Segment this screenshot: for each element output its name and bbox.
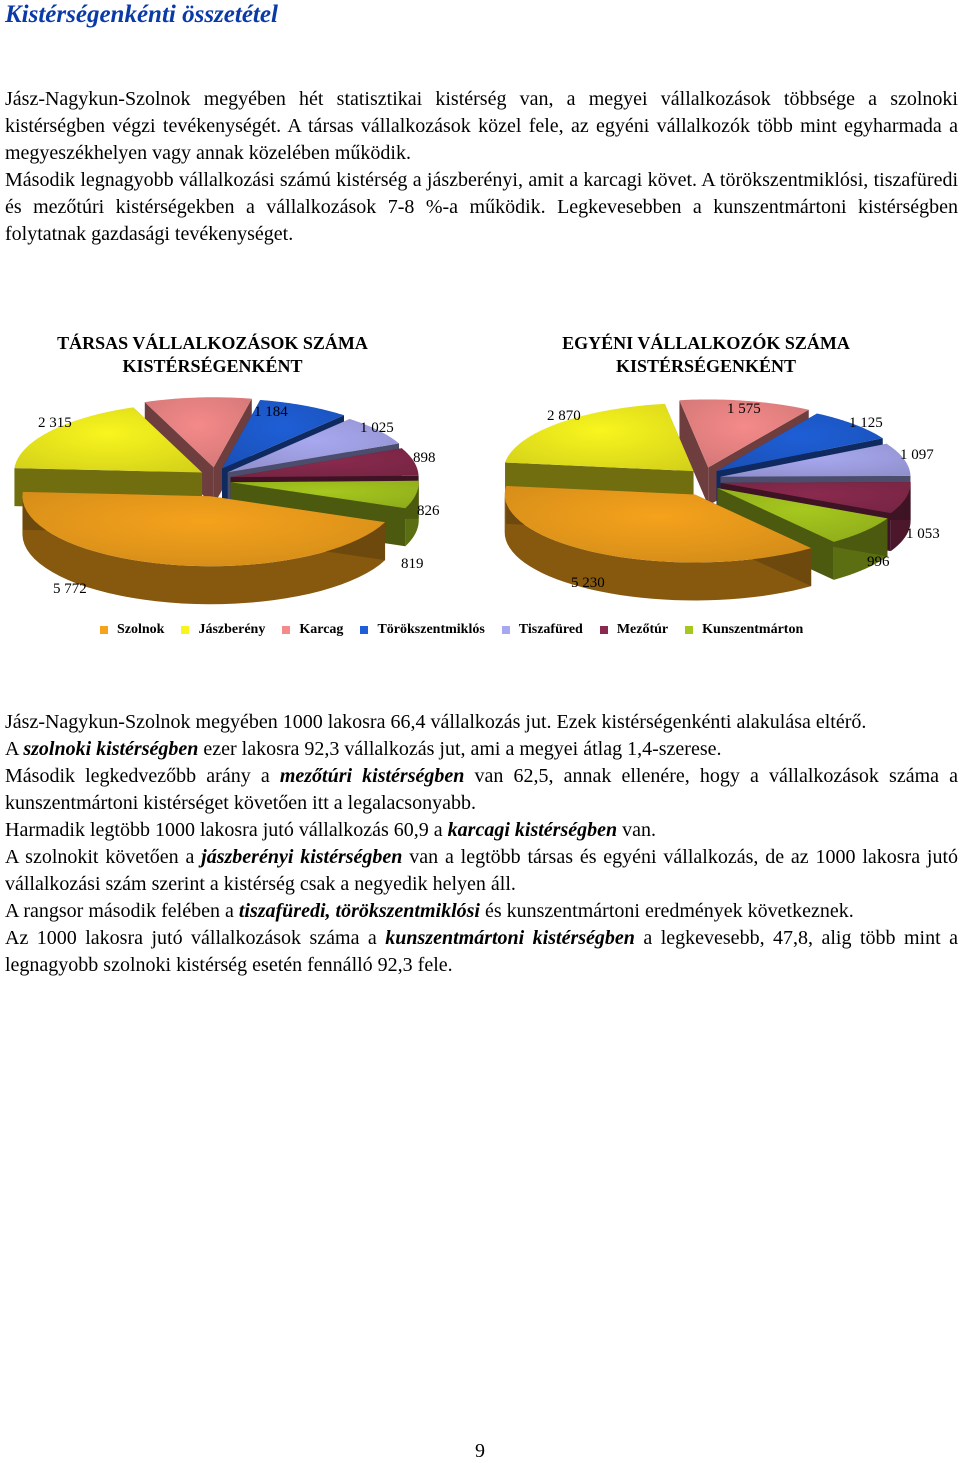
legend-label: Jászberény xyxy=(198,622,266,637)
legend-item xyxy=(181,622,265,638)
legend-item xyxy=(685,622,803,638)
legend-item xyxy=(502,622,583,638)
chart-legend xyxy=(100,620,820,640)
value-label: 996 xyxy=(867,554,890,570)
value-label: 2 870 xyxy=(547,408,581,424)
pie-slice-top xyxy=(505,404,694,471)
legend-label: Karcag xyxy=(299,622,344,637)
legend-item xyxy=(360,622,484,638)
value-label: 5 230 xyxy=(571,575,605,591)
legend-item xyxy=(600,622,668,638)
legend-label: Törökszentmiklós xyxy=(377,622,485,637)
legend-label: Mezőtúr xyxy=(616,622,669,637)
legend-label: Kunszentmárton xyxy=(702,622,804,637)
value-label: 826 xyxy=(417,503,440,519)
analysis-paragraph-2: A szolnoki kistérségben ezer lakosra 92,3 vállalkozás jut, ami a megyei átlag 1,4-szerese. xyxy=(5,738,722,760)
legend-swatch xyxy=(685,626,693,634)
emphasis: jászberényi kistérségben xyxy=(201,846,403,868)
page-number: 9 xyxy=(475,1440,485,1462)
legend-swatch xyxy=(600,626,608,634)
legend-swatch xyxy=(360,626,368,634)
legend-label: Tiszafüred xyxy=(518,622,583,637)
emphasis: kunszentmártoni kistérségben xyxy=(385,927,635,949)
value-label: 1 125 xyxy=(849,415,883,431)
value-label: 1 025 xyxy=(360,420,394,436)
emphasis: szolnoki kistérségben xyxy=(23,738,199,760)
section-heading: Kistérségenkénti összetétel xyxy=(5,1,278,28)
value-label: 1 575 xyxy=(727,401,761,417)
legend-swatch xyxy=(502,626,510,634)
analysis-paragraph-6: A rangsor második felében a tiszafüredi, törökszentmiklósi és kunszentmártoni eredmények következnek. xyxy=(5,900,854,922)
analysis-paragraph-4: Harmadik legtöbb 1000 lakosra jutó vállalkozás 60,9 a karcagi kistérségben van. xyxy=(5,819,656,841)
value-label: 1 053 xyxy=(906,526,940,542)
value-label: 1 184 xyxy=(254,404,288,420)
legend-label: Szolnok xyxy=(117,622,165,637)
value-label: 2 315 xyxy=(38,415,72,431)
pie-chart-egyeni xyxy=(480,320,960,620)
intro-text xyxy=(5,86,958,248)
pie-chart-tarsas xyxy=(0,320,480,620)
value-label: 898 xyxy=(413,450,436,466)
legend-swatch xyxy=(282,626,290,634)
analysis-text xyxy=(5,709,958,979)
legend-item xyxy=(282,622,343,638)
analysis-paragraph-3: Második legkedvezőbb arány a mezőtúri kistérségben van 62,5, annak ellenére, hogy a vállalkozások száma a kunszentmártoni kistérséget követően itt a legalacsonyabb. xyxy=(5,765,959,814)
emphasis: mezőtúri kistérségben xyxy=(279,765,465,787)
legend-swatch xyxy=(181,626,189,634)
pie-charts-figure xyxy=(0,320,960,650)
value-label: 5 772 xyxy=(53,581,87,597)
value-label: 1 097 xyxy=(900,447,934,463)
legend-swatch xyxy=(100,626,108,634)
analysis-paragraph-7: Az 1000 lakosra jutó vállalkozások száma a kunszentmártoni kistérségben a legkevesebb, 47,8, alig több mint a legnagyobb szolnoki kistérség esetén fennálló 92,3 fele. xyxy=(5,927,958,976)
intro-paragraph-1: Jász-Nagykun-Szolnok megyében hét statisztikai kistérség van, a megyei vállalkozások többsége a szolnoki kistérségben végzi tevékenységét. A társas vállalkozások közel fele, az egyéni vállalkozók több mint egyharmada a megyeszékhelyen vagy annak közelében működik. xyxy=(5,88,958,164)
emphasis: karcagi kistérségben xyxy=(447,819,618,841)
intro-paragraph-2: Második legnagyobb vállalkozási számú kistérség a jászberényi, amit a karcagi követ. A törökszentmiklósi, tiszafüredi és mezőtúri kistérségekben a vállalkozások 7-8 %-a működik. Legkevesebben a kunszentmártoni kistérségben folytatnak gazdasági tevékenységet. xyxy=(5,169,958,245)
chart-title-tarsas: TÁRSAS VÁLLALKOZÁSOK SZÁMA KISTÉRSÉGENKÉNT xyxy=(57,333,368,376)
analysis-paragraph-5: A szolnokit követően a jászberényi kistérségben van a legtöbb társas és egyéni vállalkozás, de az 1000 lakosra jutó vállalkozási szám szerint a kistérség csak a negyedik helyen áll. xyxy=(5,846,959,895)
emphasis: tiszafüredi, törökszentmiklósi xyxy=(238,900,480,922)
chart-title-egyeni: EGYÉNI VÁLLALKOZÓK SZÁMA KISTÉRSÉGENKÉNT xyxy=(562,333,850,376)
analysis-paragraph-1: Jász-Nagykun-Szolnok megyében 1000 lakosra 66,4 vállalkozás jut. Ezek kistérségenkénti alakulása eltérő. xyxy=(5,711,867,733)
legend-item xyxy=(100,622,164,638)
value-label: 819 xyxy=(401,556,424,572)
